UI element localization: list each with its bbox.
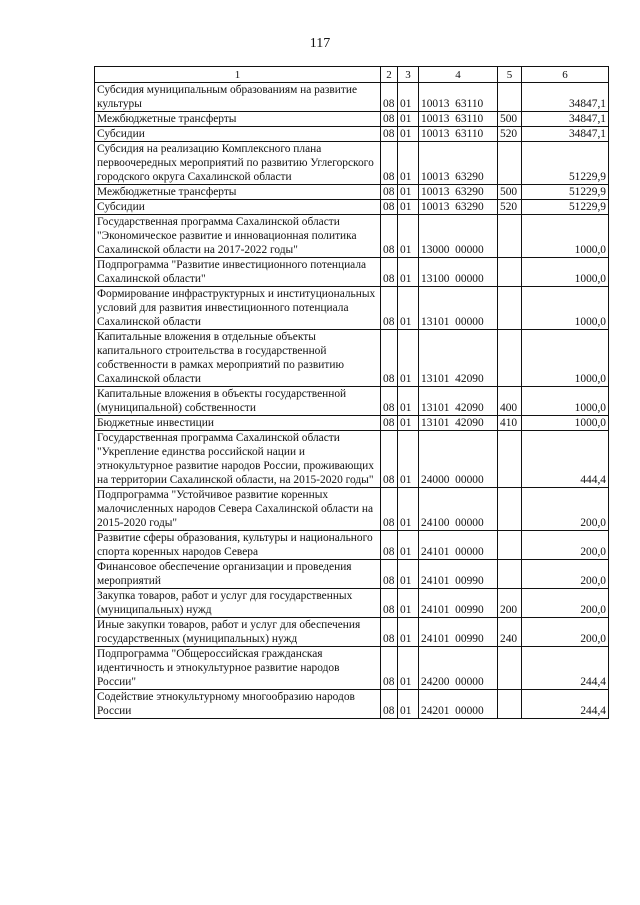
target-article-code: 13100 00000 [419,258,498,287]
table-row [95,589,609,618]
subsection-code: 01 [398,560,419,589]
row-name: Иные закупки товаров, работ и услуг для обеспечения государственных (муниципальных) нужд [95,618,381,647]
section-code: 08 [381,127,398,142]
amount: 244,4 [522,647,609,690]
row-name: Развитие сферы образования, культуры и национального спорта коренных народов Севера [95,531,381,560]
column-header: 4 [419,67,498,83]
target-article-code: 24201 00000 [419,690,498,719]
row-name: Субсидия на реализацию Комплексного плана первоочередных мероприятий по развитию Углегорского городского округа Сахалинской области [95,142,381,185]
table-row [95,112,609,127]
target-article-code: 10013 63110 [419,112,498,127]
target-article-code: 24101 00990 [419,589,498,618]
expense-type-code: 410 [498,416,522,431]
target-article-code: 24000 00000 [419,431,498,488]
target-article-code: 24101 00000 [419,531,498,560]
page-number: 117 [309,36,331,51]
table-row [95,560,609,589]
target-article-code: 13101 42090 [419,416,498,431]
section-code: 08 [381,200,398,215]
target-article-code: 10013 63110 [419,83,498,112]
amount: 51229,9 [522,185,609,200]
expense-type-code: 500 [498,185,522,200]
expense-type-code [498,287,522,330]
amount: 1000,0 [522,330,609,387]
amount: 34847,1 [522,83,609,112]
section-code: 08 [381,431,398,488]
column-header: 3 [398,67,419,83]
subsection-code: 01 [398,589,419,618]
subsection-code: 01 [398,488,419,531]
section-code: 08 [381,488,398,531]
amount: 200,0 [522,531,609,560]
section-code: 08 [381,589,398,618]
section-code: 08 [381,647,398,690]
table-row [95,330,609,387]
section-code: 08 [381,142,398,185]
expense-type-code [498,560,522,589]
subsection-code: 01 [398,142,419,185]
budget-table [94,66,609,719]
expense-type-code: 200 [498,589,522,618]
target-article-code: 13101 00000 [419,287,498,330]
amount: 1000,0 [522,258,609,287]
subsection-code: 01 [398,690,419,719]
subsection-code: 01 [398,330,419,387]
section-code: 08 [381,330,398,387]
section-code: 08 [381,83,398,112]
section-code: 08 [381,258,398,287]
row-name: Межбюджетные трансферты [95,185,381,200]
table-row [95,142,609,185]
subsection-code: 01 [398,127,419,142]
table-row [95,618,609,647]
row-name: Межбюджетные трансферты [95,112,381,127]
row-name: Субсидия муниципальным образованиям на развитие культуры [95,83,381,112]
budget-table-body [95,67,609,719]
subsection-code: 01 [398,112,419,127]
expense-type-code: 520 [498,200,522,215]
column-header: 2 [381,67,398,83]
target-article-code: 10013 63290 [419,200,498,215]
amount: 1000,0 [522,215,609,258]
target-article-code: 13101 42090 [419,330,498,387]
table-row [95,387,609,416]
row-name: Государственная программа Сахалинской области "Экономическое развитие и инновационная политика Сахалинской области на 2017-2022 годы" [95,215,381,258]
amount: 34847,1 [522,112,609,127]
subsection-code: 01 [398,647,419,690]
section-code: 08 [381,112,398,127]
row-name: Содействие этнокультурному многообразию народов России [95,690,381,719]
expense-type-code [498,690,522,719]
amount: 200,0 [522,488,609,531]
expense-type-code [498,431,522,488]
table-row [95,215,609,258]
amount: 444,4 [522,431,609,488]
section-code: 08 [381,690,398,719]
column-number-row [95,67,609,83]
row-name: Бюджетные инвестиции [95,416,381,431]
expense-type-code: 520 [498,127,522,142]
target-article-code: 10013 63290 [419,142,498,185]
target-article-code: 24101 00990 [419,618,498,647]
row-name: Субсидии [95,127,381,142]
table-row [95,690,609,719]
section-code: 08 [381,287,398,330]
expense-type-code [498,258,522,287]
row-name: Капитальные вложения в отдельные объекты капитального строительства в государственной собственности в рамках мероприятий по развитию Сахалинской области [95,330,381,387]
section-code: 08 [381,185,398,200]
expense-type-code [498,83,522,112]
expense-type-code: 500 [498,112,522,127]
row-name: Подпрограмма "Развитие инвестиционного потенциала Сахалинской области" [95,258,381,287]
amount: 1000,0 [522,387,609,416]
amount: 244,4 [522,690,609,719]
subsection-code: 01 [398,531,419,560]
column-header: 6 [522,67,609,83]
subsection-code: 01 [398,416,419,431]
target-article-code: 24100 00000 [419,488,498,531]
table-row [95,185,609,200]
subsection-code: 01 [398,83,419,112]
amount: 200,0 [522,560,609,589]
expense-type-code: 400 [498,387,522,416]
table-row [95,83,609,112]
target-article-code: 13000 00000 [419,215,498,258]
amount: 200,0 [522,589,609,618]
table-row [95,200,609,215]
table-row [95,531,609,560]
expense-type-code [498,215,522,258]
subsection-code: 01 [398,618,419,647]
section-code: 08 [381,416,398,431]
subsection-code: 01 [398,200,419,215]
expense-type-code [498,531,522,560]
section-code: 08 [381,560,398,589]
expense-type-code: 240 [498,618,522,647]
subsection-code: 01 [398,185,419,200]
row-name: Закупка товаров, работ и услуг для государственных (муниципальных) нужд [95,589,381,618]
target-article-code: 10013 63110 [419,127,498,142]
row-name: Капитальные вложения в объекты государственной (муниципальной) собственности [95,387,381,416]
subsection-code: 01 [398,258,419,287]
amount: 51229,9 [522,142,609,185]
target-article-code: 10013 63290 [419,185,498,200]
row-name: Подпрограмма "Устойчивое развитие коренных малочисленных народов Севера Сахалинской области на 2015-2020 годы" [95,488,381,531]
section-code: 08 [381,531,398,560]
expense-type-code [498,330,522,387]
amount: 1000,0 [522,416,609,431]
column-header: 1 [95,67,381,83]
table-row [95,258,609,287]
expense-type-code [498,142,522,185]
row-name: Государственная программа Сахалинской области "Укрепление единства российской нации и этнокультурное развитие народов России, проживающих на территории Сахалинской области, на 2015-2020 годы" [95,431,381,488]
subsection-code: 01 [398,431,419,488]
row-name: Финансовое обеспечение организации и проведения мероприятий [95,560,381,589]
table-row [95,647,609,690]
section-code: 08 [381,618,398,647]
section-code: 08 [381,387,398,416]
row-name: Подпрограмма "Общероссийская гражданская идентичность и этнокультурное развитие народов России" [95,647,381,690]
column-header: 5 [498,67,522,83]
section-code: 08 [381,215,398,258]
subsection-code: 01 [398,287,419,330]
amount: 200,0 [522,618,609,647]
target-article-code: 24101 00990 [419,560,498,589]
amount: 1000,0 [522,287,609,330]
subsection-code: 01 [398,215,419,258]
table-row [95,127,609,142]
target-article-code: 24200 00000 [419,647,498,690]
row-name: Субсидии [95,200,381,215]
expense-type-code [498,647,522,690]
table-row [95,488,609,531]
table-row [95,431,609,488]
subsection-code: 01 [398,387,419,416]
table-row [95,287,609,330]
target-article-code: 13101 42090 [419,387,498,416]
expense-type-code [498,488,522,531]
amount: 51229,9 [522,200,609,215]
table-row [95,416,609,431]
row-name: Формирование инфраструктурных и институциональных условий для развития инвестиционного потенциала Сахалинской области [95,287,381,330]
amount: 34847,1 [522,127,609,142]
